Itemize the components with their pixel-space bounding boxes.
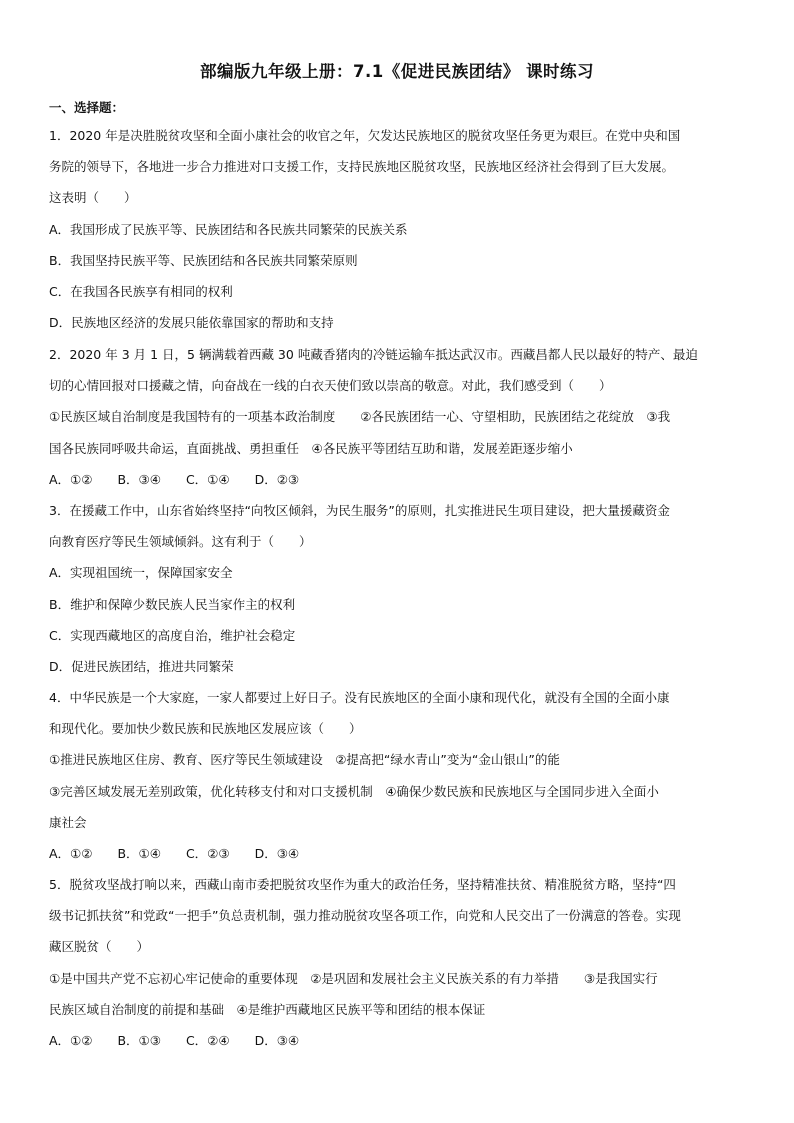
- question-1-option-d: D．民族地区经济的发展只能依靠国家的帮助和支持: [49, 315, 334, 331]
- question-4-line: ③完善区域发展无差别政策，优化转移支付和对口支援机制 ④确保少数民族和民族地区与全国同步进入全面小: [49, 783, 659, 799]
- question-3: [49, 495, 749, 682]
- question-2-answer-options: A．①② B．③④ C．①④ D．②③: [49, 471, 300, 487]
- question-4-line: 和现代化。要加快少数民族和民族地区发展应该（ ）: [49, 721, 362, 737]
- question-1-line: 1．2020 年是决胜脱贫攻坚和全面小康社会的收官之年，欠发达民族地区的脱贫攻坚任务更为艰巨。在党中央和国: [49, 128, 681, 143]
- question-2-line: 切的心情回报对口援藏之情，向奋战在一线的白衣天使们致以崇高的敬意。对此，我们感受到（ ）: [49, 378, 612, 394]
- question-3-option-a: A．实现祖国统一，保障国家安全: [49, 565, 233, 581]
- question-4-line: ①推进民族地区住房、教育、医疗等民生领域建设 ②提高把“绿水青山”变为“金山银山”的能: [49, 752, 560, 768]
- question-3-option-c: C．实现西藏地区的高度自治，维护社会稳定: [49, 627, 296, 643]
- question-5: [49, 869, 749, 1056]
- question-4-line: 康社会: [49, 814, 87, 830]
- question-4: [49, 682, 749, 869]
- question-2-line: 国各民族同呼吸共命运，直面挑战、勇担重任 ④各民族平等团结互助和谐，发展差距逐步缩小: [49, 440, 573, 456]
- question-5-line: 5．脱贫攻坚战打响以来，西藏山南市委把脱贫攻坚作为重大的政治任务，坚持精准扶贫、精准脱贫方略，坚持“四: [49, 877, 676, 892]
- question-3-line: 3．在援藏工作中，山东省始终坚持“向牧区倾斜，为民生服务”的原则，扎实推进民生项目建设，把大量援藏资金: [49, 503, 670, 518]
- question-5-line: 级书记抓扶贫”和党政“一把手”负总责机制，强力推动脱贫攻坚各项工作，向党和人民交出了一份满意的答卷。实现: [49, 908, 681, 924]
- question-5-line: 藏区脱贫（ ）: [49, 939, 150, 955]
- question-3-option-d: D．促进民族团结，推进共同繁荣: [49, 659, 234, 675]
- question-4-answer-options: A．①② B．①④ C．②③ D．③④: [49, 846, 300, 862]
- question-1: [49, 120, 749, 338]
- question-1-line: 务院的领导下，各地进一步合力推进对口支援工作，支持民族地区脱贫攻坚，民族地区经济社会得到了巨大发展。: [49, 159, 675, 175]
- question-3-line: 向教育医疗等民生领域倾斜。这有利于（ ）: [49, 534, 312, 550]
- question-2: [49, 339, 749, 495]
- question-2-line: 2．2020 年 3 月 1 日，5 辆满载着西藏 30 吨藏香猪肉的冷链运输车抵达武汉市。西藏昌都人民以最好的特产、最迫: [49, 347, 698, 362]
- question-1-option-b: B．我国坚持民族平等、民族团结和各民族共同繁荣原则: [49, 252, 358, 268]
- question-2-line: ①民族区域自治制度是我国特有的一项基本政治制度 ②各民族团结一心、守望相助，民族团结之花绽放 ③我: [49, 409, 671, 425]
- section-heading: 一、选择题：: [49, 100, 125, 115]
- question-1-option-a: A．我国形成了民族平等、民族团结和各民族共同繁荣的民族关系: [49, 221, 408, 237]
- question-5-line: 民族区域自治制度的前提和基础 ④是维护西藏地区民族平等和团结的根本保证: [49, 1001, 486, 1017]
- question-3-option-b: B．维护和保障少数民族人民当家作主的权利: [49, 596, 296, 612]
- document-title: 部编版九年级上册：7.1《促进民族团结》 课时练习: [200, 62, 594, 81]
- question-5-line: ①是中国共产党不忘初心牢记使命的重要体现 ②是巩固和发展社会主义民族关系的有力举措 ③是我国实行: [49, 970, 658, 986]
- question-1-option-c: C．在我国各民族享有相同的权利: [49, 284, 233, 300]
- question-4-line: 4．中华民族是一个大家庭，一家人都要过上好日子。没有民族地区的全面小康和现代化，就没有全国的全面小康: [49, 690, 670, 705]
- question-1-line: 这表明（ ）: [49, 190, 137, 206]
- question-5-answer-options: A．①② B．①③ C．②④ D．③④: [49, 1033, 300, 1049]
